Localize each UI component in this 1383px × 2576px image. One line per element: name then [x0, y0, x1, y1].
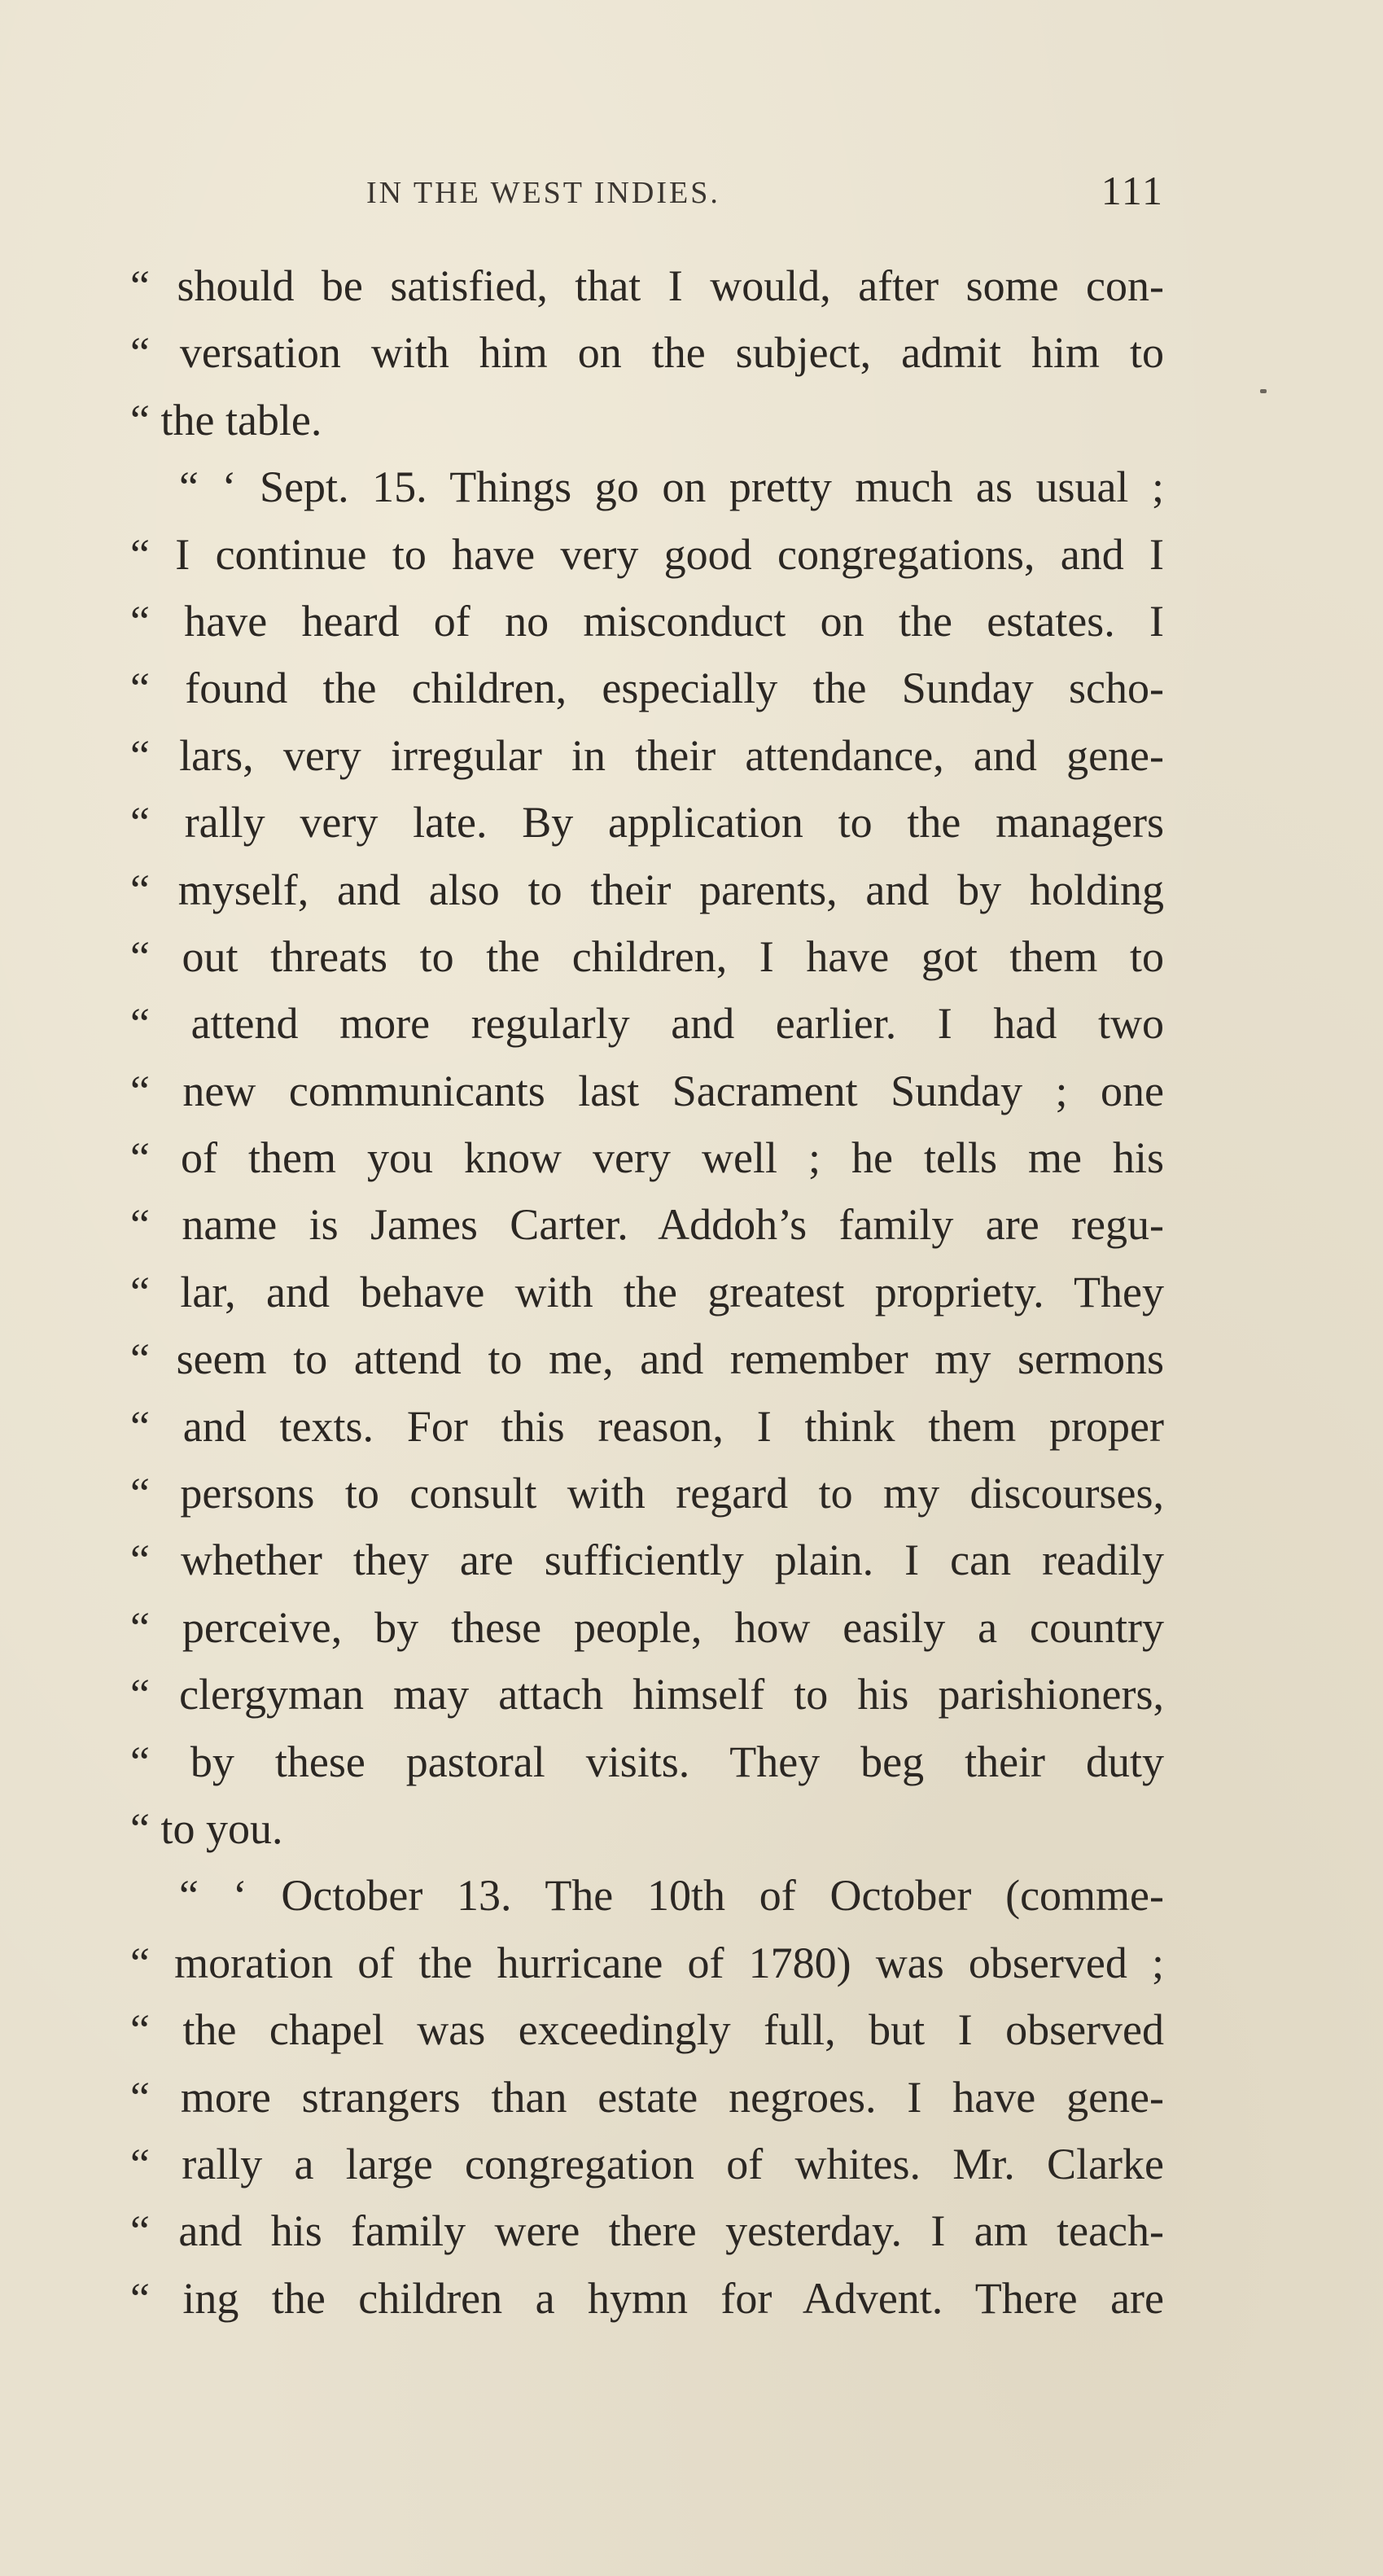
- text-line: “ lars, very irregular in their attendance, and gene-: [130, 730, 1164, 780]
- text-line: “ more strangers than estate negroes. I have gene-: [130, 2072, 1164, 2122]
- text-line: “ perceive, by these people, how easily a country: [130, 1602, 1164, 1652]
- text-line: “ clergyman may attach himself to his parishioners,: [130, 1670, 1164, 1720]
- text-line: “ persons to consult with regard to my discourses,: [130, 1469, 1164, 1518]
- text-line: “ name is James Carter. Addoh’s family are regu-: [130, 1200, 1164, 1250]
- text-line: “ out threats to the children, I have got them to: [130, 931, 1164, 981]
- paper-speck: [1260, 389, 1267, 393]
- text-line: “ rally very late. By application to the managers: [130, 798, 1164, 848]
- text-line: “ the table.: [130, 395, 322, 445]
- text-line: “ myself, and also to their parents, and by holding: [130, 865, 1164, 914]
- text-line: “ by these pastoral visits. They beg their duty: [130, 1737, 1164, 1786]
- page-header: [130, 167, 1164, 224]
- text-line: “ rally a large congregation of whites. Mr. Clarke: [130, 2139, 1164, 2188]
- text-line: “ whether they are sufficiently plain. I can readily: [130, 1536, 1164, 1585]
- text-line: “ versation with him on the subject, admit him to: [130, 328, 1164, 378]
- text-line: “ and texts. For this reason, I think them proper: [130, 1401, 1164, 1451]
- text-line: “ ‘ October 13. The 10th of October (comme-: [179, 1871, 1164, 1921]
- text-line: “ and his family were there yesterday. I am teach-: [130, 2206, 1164, 2256]
- text-line: “ found the children, especially the Sunday scho-: [130, 664, 1164, 713]
- text-line: “ to you.: [130, 1803, 283, 1853]
- text-line: “ ‘ Sept. 15. Things go on pretty much as usual ;: [179, 462, 1164, 512]
- text-line: “ lar, and behave with the greatest propriety. They: [130, 1267, 1164, 1316]
- text-line: “ new communicants last Sacrament Sunday ; one: [130, 1066, 1164, 1115]
- text-line: “ attend more regularly and earlier. I had two: [130, 999, 1164, 1049]
- text-line: “ of them you know very well ; he tells me his: [130, 1133, 1164, 1183]
- running-head: IN THE WEST INDIES.: [366, 176, 720, 210]
- text-line: “ have heard of no misconduct on the estates. I: [130, 596, 1164, 646]
- text-line: “ I continue to have very good congregations, and I: [130, 529, 1164, 579]
- text-line: “ the chapel was exceedingly full, but I observed: [130, 2005, 1164, 2055]
- text-line: “ should be satisfied, that I would, after some con-: [130, 261, 1164, 310]
- body-text: [130, 252, 1164, 2332]
- text-line: “ ing the children a hymn for Advent. There are: [130, 2273, 1164, 2323]
- page-number: 111: [1101, 168, 1164, 213]
- text-line: “ seem to attend to me, and remember my sermons: [130, 1334, 1164, 1384]
- text-line: “ moration of the hurricane of 1780) was observed ;: [130, 1938, 1164, 1987]
